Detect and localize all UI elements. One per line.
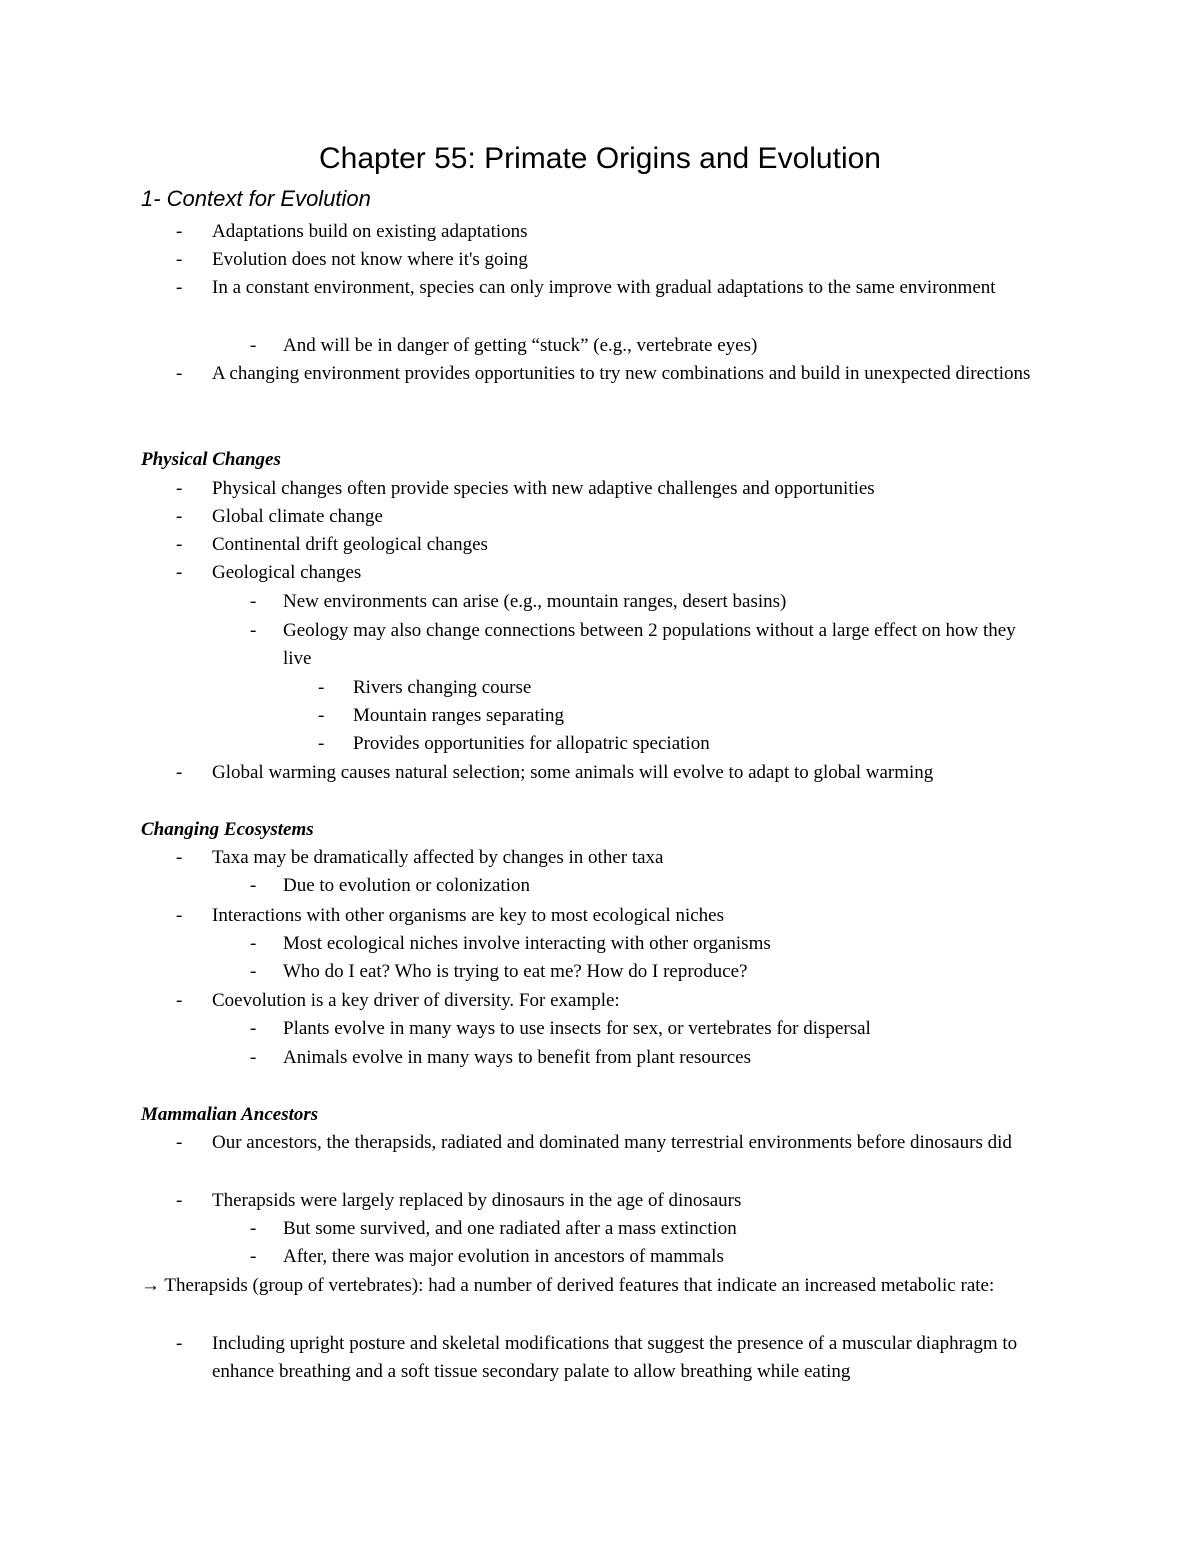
bullet-dash: -	[176, 1333, 183, 1354]
list-item-text: Geology may also change connections between 2 populations without a large effect on how they live	[283, 620, 1016, 669]
page-title: Chapter 55: Primate Origins and Evolution	[319, 142, 881, 175]
list-item	[250, 617, 1043, 673]
bullet-dash: -	[176, 277, 183, 298]
bullet-dash: -	[318, 677, 325, 698]
bullet-dash: -	[176, 1132, 183, 1153]
list-item	[176, 1330, 1082, 1386]
list-item	[250, 1215, 737, 1243]
list-item	[176, 759, 934, 787]
list-item	[250, 332, 758, 360]
list-item-text: Animals evolve in many ways to benefit from plant resources	[283, 1047, 752, 1068]
section-heading: Mammalian Ancestors	[141, 1104, 319, 1125]
list-item-text: Adaptations build on existing adaptations	[212, 221, 528, 242]
list-item	[176, 475, 875, 503]
list-item-text: Global warming causes natural selection; some animals will evolve to adapt to global warming	[212, 762, 934, 783]
list-item	[250, 1015, 871, 1043]
bullet-dash: -	[176, 905, 183, 926]
list-item-text: After, there was major evolution in ancestors of mammals	[283, 1246, 724, 1267]
section-heading: Physical Changes	[141, 449, 281, 470]
list-item-text: Therapsids were largely replaced by dinosaurs in the age of dinosaurs	[212, 1190, 742, 1211]
section-heading: Changing Ecosystems	[141, 819, 314, 840]
bullet-dash: -	[250, 1218, 257, 1239]
arrow-note: → Therapsids (group of vertebrates): had a number of derived features that indicate an increased metabolic rate:	[141, 1275, 995, 1296]
list-item-text: And will be in danger of getting “stuck” (e.g., vertebrate eyes)	[283, 335, 758, 356]
list-item	[250, 930, 771, 958]
list-item-text: Physical changes often provide species with new adaptive challenges and opportunities	[212, 478, 875, 499]
list-item	[176, 559, 362, 587]
bullet-dash: -	[176, 1190, 183, 1211]
bullet-dash: -	[176, 534, 183, 555]
list-item	[176, 503, 383, 531]
list-item	[250, 958, 748, 986]
bullet-dash: -	[176, 562, 183, 583]
list-item	[176, 218, 528, 246]
bullet-dash: -	[250, 1246, 257, 1267]
bullet-dash: -	[250, 961, 257, 982]
list-item	[250, 588, 787, 616]
list-item-text: New environments can arise (e.g., mountain ranges, desert basins)	[283, 591, 787, 612]
list-item-text: Rivers changing course	[353, 677, 532, 698]
bullet-dash: -	[250, 1018, 257, 1039]
list-item	[318, 674, 532, 702]
bullet-dash: -	[250, 933, 257, 954]
list-item	[176, 844, 664, 872]
list-item-text: In a constant environment, species can only improve with gradual adaptations to the same environment	[212, 277, 996, 298]
list-item-text: Taxa may be dramatically affected by changes in other taxa	[212, 847, 664, 868]
list-item-text: Interactions with other organisms are key to most ecological niches	[212, 905, 724, 926]
list-item	[176, 1187, 742, 1215]
list-item	[176, 360, 1062, 388]
list-item	[318, 730, 710, 758]
list-item-text: A changing environment provides opportunities to try new combinations and build in unexpected directions	[212, 363, 1031, 384]
bullet-dash: -	[318, 733, 325, 754]
bullet-dash: -	[176, 221, 183, 242]
list-item	[250, 1243, 724, 1271]
section-subtitle: 1- Context for Evolution	[141, 186, 371, 211]
bullet-dash: -	[176, 847, 183, 868]
list-item	[250, 872, 530, 900]
bullet-dash: -	[250, 620, 257, 641]
list-item-text: Coevolution is a key driver of diversity. For example:	[212, 990, 620, 1011]
list-item-text: Plants evolve in many ways to use insects for sex, or vertebrates for dispersal	[283, 1018, 871, 1039]
list-item-text: Continental drift geological changes	[212, 534, 488, 555]
list-item	[176, 987, 620, 1015]
bullet-dash: -	[176, 249, 183, 270]
list-item-text: Including upright posture and skeletal modifications that suggest the presence of a muscular diaphragm to enhance breathing and a soft tissue secondary palate to allow breathing while eating	[212, 1333, 1018, 1382]
bullet-dash: -	[250, 1047, 257, 1068]
bullet-dash: -	[250, 591, 257, 612]
bullet-dash: -	[176, 478, 183, 499]
list-item-text: Geological changes	[212, 562, 362, 583]
list-item	[318, 702, 565, 730]
list-item	[176, 902, 724, 930]
list-item	[176, 246, 528, 274]
bullet-dash: -	[250, 875, 257, 896]
bullet-dash: -	[318, 705, 325, 726]
bullet-dash: -	[176, 762, 183, 783]
list-item-text: But some survived, and one radiated after a mass extinction	[283, 1218, 737, 1239]
list-item-text: Evolution does not know where it's going	[212, 249, 528, 270]
list-item-text: Most ecological niches involve interacting with other organisms	[283, 933, 771, 954]
list-item-text: Global climate change	[212, 506, 383, 527]
list-item-text: Mountain ranges separating	[353, 705, 565, 726]
list-item	[176, 531, 488, 559]
bullet-dash: -	[176, 363, 183, 384]
bullet-dash: -	[176, 990, 183, 1011]
list-item-text: Our ancestors, the therapsids, radiated and dominated many terrestrial environments before dinosaurs did	[212, 1132, 1012, 1153]
list-item	[176, 274, 1012, 302]
list-item	[176, 1129, 1012, 1157]
list-item-text: Due to evolution or colonization	[283, 875, 530, 896]
list-item	[250, 1044, 752, 1072]
list-item-text: Who do I eat? Who is trying to eat me? How do I reproduce?	[283, 961, 748, 982]
bullet-dash: -	[250, 335, 257, 356]
list-item-text: Provides opportunities for allopatric speciation	[353, 733, 710, 754]
bullet-dash: -	[176, 506, 183, 527]
